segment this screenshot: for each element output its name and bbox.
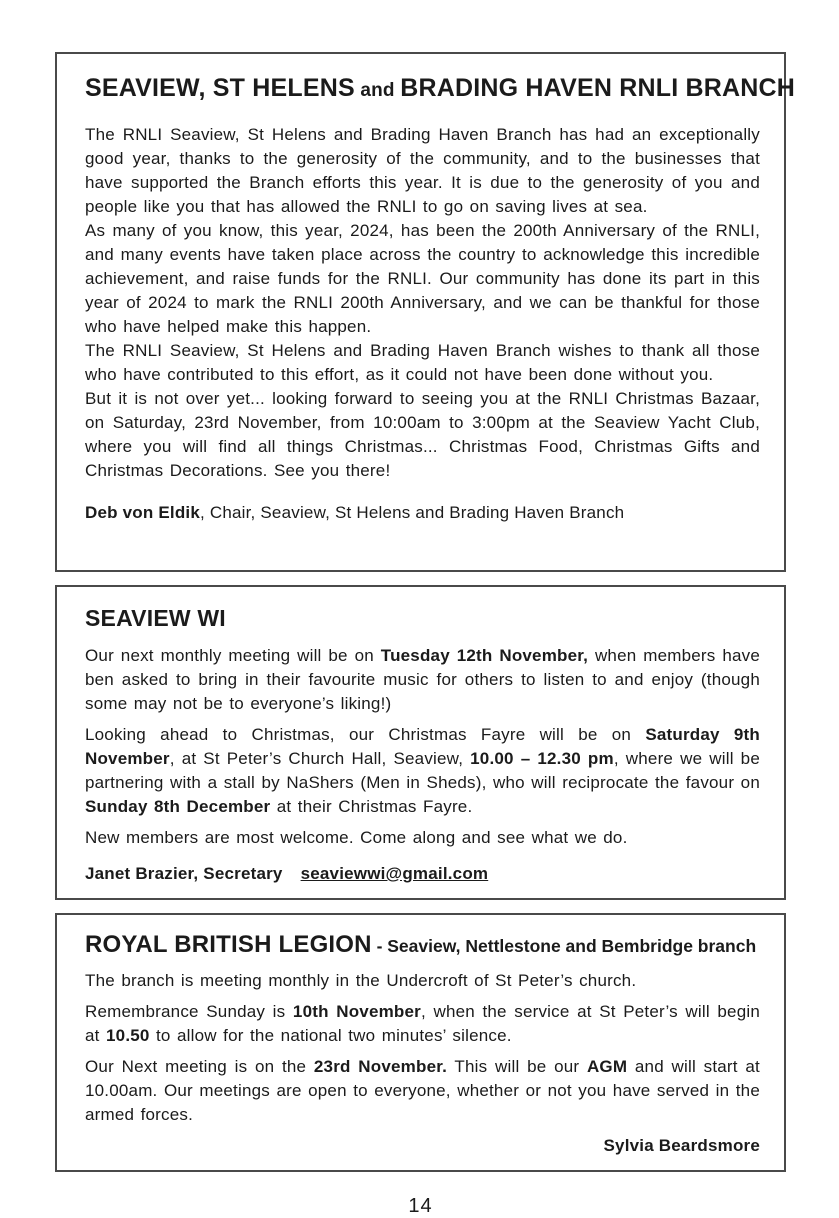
rbl-paragraph-3: Our Next meeting is on the 23rd November. This will be our AGM and will start at 10.00am. Our meetings are open to everyone, whether or not you have served in the armed forces. [85,1057,760,1124]
rnli-title-conjunction: and [354,80,401,101]
rbl-signature: Sylvia Beardsmore [603,1136,760,1155]
section-royal-british-legion [55,913,786,1172]
section-rnli-branch [55,52,796,572]
rbl-paragraph-1: The branch is meeting monthly in the Undercroft of St Peter’s church. [85,971,637,990]
wi-signature [85,862,760,886]
page-number: 14 [408,1195,433,1217]
email-link[interactable]: seaviewwi@gmail.com [300,864,489,883]
wi-section-title: SEAVIEW WI [85,605,226,631]
wi-secretary-name: Janet Brazier, Secretary [85,864,283,883]
rnli-title-part2: BRADING HAVEN RNLI BRANCH [400,74,796,102]
wi-paragraph-1: Our next monthly meeting will be on Tuesday 12th November, when members have ben asked to bring in their favourite music for others to listen to and enjoy (though some may not be to everyone’s liking!) [85,646,761,713]
rbl-title-main: ROYAL BRITISH LEGION [85,931,372,958]
rnli-signature: Deb von Eldik, Chair, Seaview, St Helens and Brading Haven Branch [85,503,625,522]
rnli-paragraph-4: But it is not over yet... looking forward to seeing you at the RNLI Christmas Bazaar, on Saturday, 23rd November, from 10:00am to 3:00pm at the Seaview Yacht Club, where you will find all things Christmas... Christmas Food, Christmas Gifts and Christmas Decorations. See you there! [85,389,760,480]
section-seaview-wi [55,585,786,900]
wi-paragraph-3: New members are most welcome. Come along and see what we do. [85,828,628,847]
rbl-section-title [85,931,760,959]
rnli-title-part1: SEAVIEW, ST HELENS [85,74,355,102]
rnli-paragraph-1: The RNLI Seaview, St Helens and Brading Haven Branch has had an exceptionally good year, thanks to the generosity of the community, and to the businesses that have supported the Branch efforts this year. It is due to the generosity of you and people like you that has allowed the RNLI to go on saving lives at sea. [85,125,760,216]
rbl-paragraph-2: Remembrance Sunday is 10th November, when the service at St Peter’s will begin at 10.50 to allow for the national two minutes’ silence. [85,1002,761,1045]
rnli-paragraph-2: As many of you know, this year, 2024, has been the 200th Anniversary of the RNLI, and many events have taken place across the country to acknowledge this incredible achievement, and raise funds for the RNLI. Our community has done its part in this year of 2024 to mark the RNLI 200th Anniversary, and we can be thankful for those who have helped make this happen. [85,221,760,336]
rbl-title-sub: - Seaview, Nettlestone and Bembridge branch [371,936,757,956]
rnli-paragraph-3: The RNLI Seaview, St Helens and Brading Haven Branch wishes to thank all those who have contributed to this effort, as it could not have been done without you. [85,341,760,384]
wi-paragraph-2: Looking ahead to Christmas, our Christmas Fayre will be on Saturday 9th November, at St Peter’s Church Hall, Seaview, 10.00 – 12.30 pm, where we will be partnering with a stall by NaShers (Men in Sheds), who will reciprocate the favour on Sunday 8th December at their Christmas Fayre. [85,725,760,816]
rnli-section-title [85,74,796,103]
